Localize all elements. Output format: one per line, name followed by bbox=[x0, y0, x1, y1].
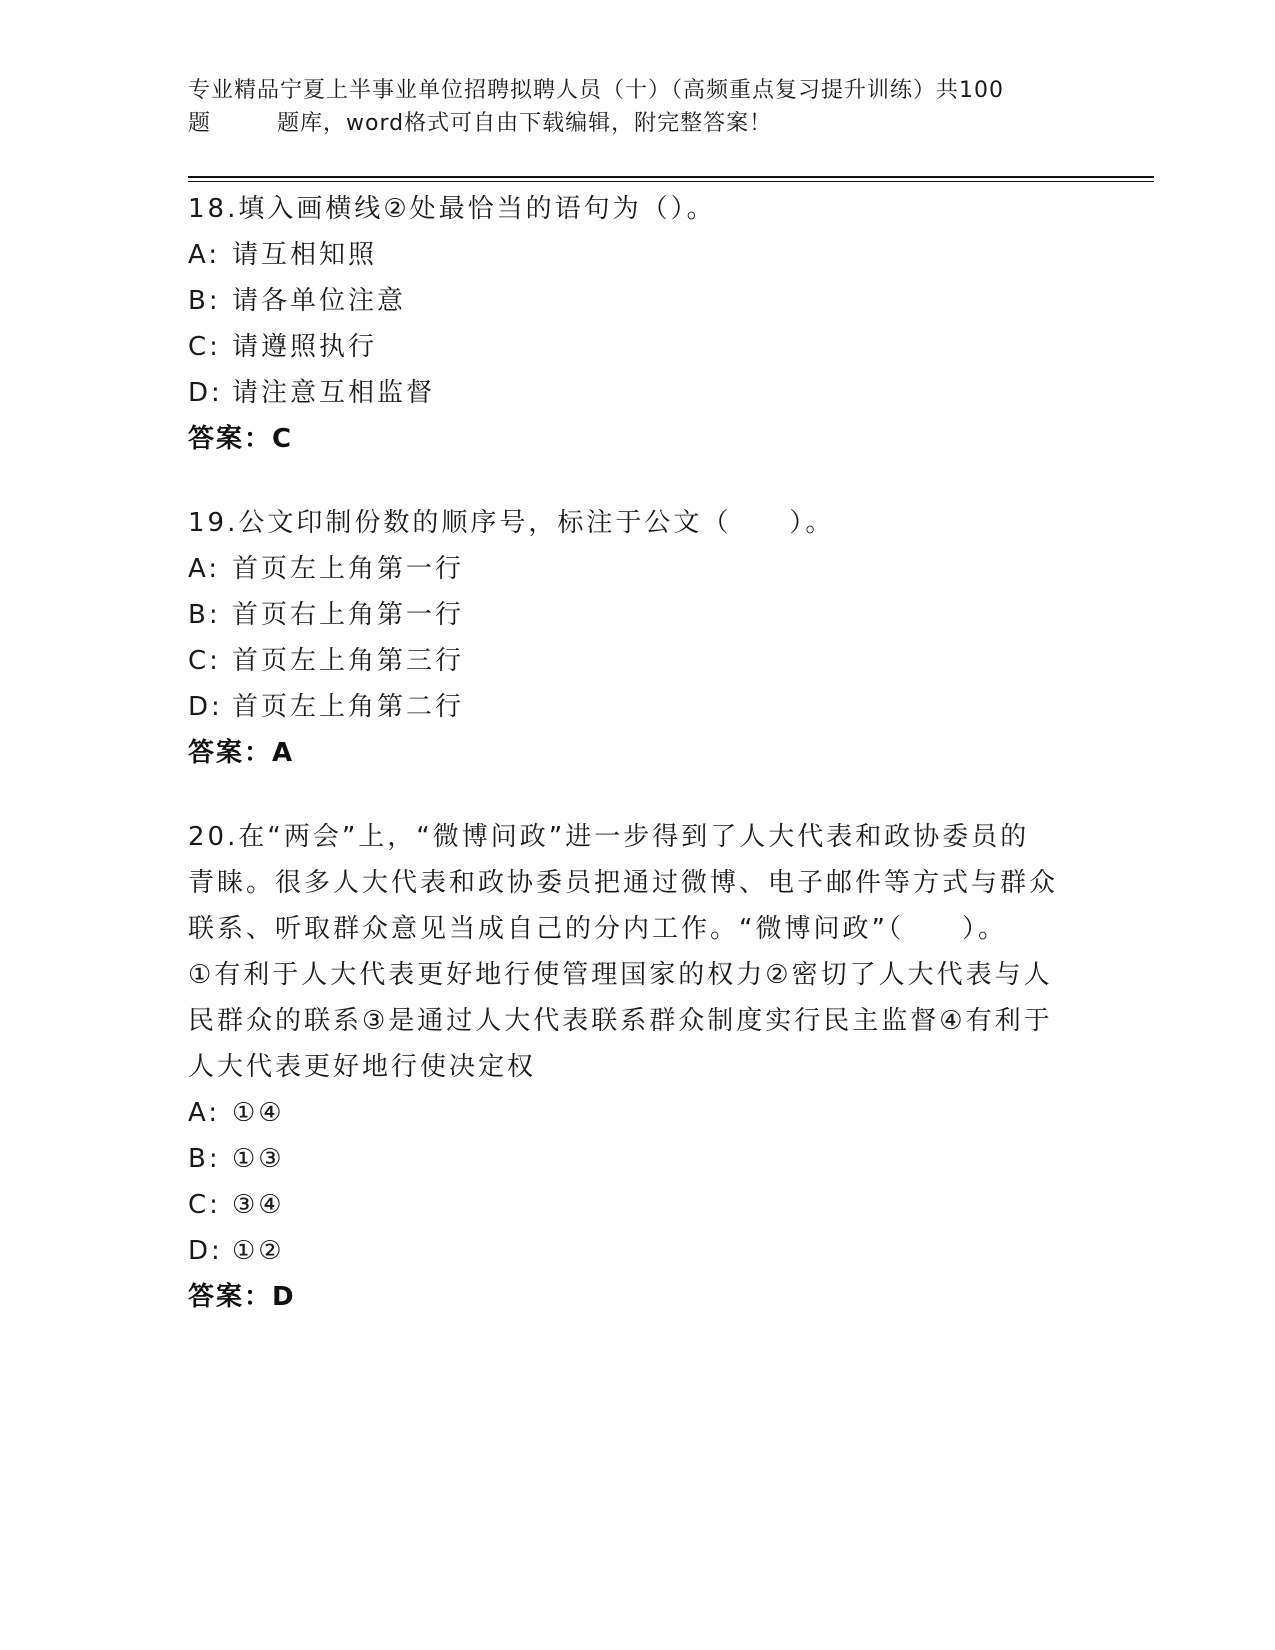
answer-line: 答案：D bbox=[188, 1282, 296, 1312]
option-b bbox=[188, 592, 1088, 638]
question-stem: 19.公文印制份数的顺序号，标注于公文（ ）。 bbox=[188, 508, 835, 538]
option-a bbox=[188, 1090, 1088, 1136]
option-c bbox=[188, 1182, 1088, 1228]
option-text: 首页左上角第三行 bbox=[232, 646, 465, 676]
document-header bbox=[188, 74, 1088, 140]
option-d bbox=[188, 1228, 1088, 1274]
question-20 bbox=[188, 814, 1088, 1320]
option-d bbox=[188, 684, 1088, 730]
option-text: 请注意互相监督 bbox=[232, 378, 436, 408]
option-text: 请互相知照 bbox=[232, 240, 378, 270]
option-text: ①② bbox=[232, 1236, 285, 1266]
header-line2-prefix: 题 bbox=[188, 111, 212, 136]
option-letter: B: bbox=[188, 286, 221, 316]
option-letter: D: bbox=[188, 1236, 223, 1266]
option-letter: C: bbox=[188, 1190, 221, 1220]
option-b bbox=[188, 1136, 1088, 1182]
answer-line: 答案：C bbox=[188, 424, 294, 454]
option-letter: C: bbox=[188, 646, 221, 676]
option-b bbox=[188, 278, 1088, 324]
option-text: ①④ bbox=[232, 1098, 285, 1128]
option-text: 首页左上角第一行 bbox=[232, 554, 465, 584]
option-a bbox=[188, 232, 1088, 278]
header-title-line1: 专业精品宁夏上半事业单位招聘拟聘人员（十）（高频重点复习提升训练）共100 bbox=[188, 78, 1004, 103]
question-19 bbox=[188, 500, 1088, 776]
header-title-line2 bbox=[188, 107, 1088, 140]
option-d bbox=[188, 370, 1088, 416]
option-c bbox=[188, 638, 1088, 684]
option-text: 请遵照执行 bbox=[232, 332, 378, 362]
option-text: 首页左上角第二行 bbox=[232, 692, 465, 722]
option-text: ③④ bbox=[232, 1190, 285, 1220]
question-stem: 18.填入画横线②处最恰当的语句为（）。 bbox=[188, 194, 716, 224]
option-letter: A: bbox=[188, 554, 221, 584]
option-letter: B: bbox=[188, 1144, 221, 1174]
option-a bbox=[188, 546, 1088, 592]
header-divider-thick bbox=[188, 176, 1154, 178]
question-stem-line: 青睐。很多人大代表和政协委员把通过微博、电子邮件等方式与群众 bbox=[188, 868, 1059, 898]
option-letter: A: bbox=[188, 1098, 221, 1128]
header-line2-rest: 题库，word格式可自由下载编辑，附完整答案！ bbox=[277, 111, 773, 136]
option-text: ①③ bbox=[232, 1144, 285, 1174]
question-stem-line: 20.在“两会”上，“微博问政”进一步得到了人大代表和政协委员的 bbox=[188, 822, 1030, 852]
question-stem-line: 人大代表更好地行使决定权 bbox=[188, 1052, 537, 1082]
option-text: 请各单位注意 bbox=[232, 286, 407, 316]
question-stem-line: ①有利于人大代表更好地行使管理国家的权力②密切了人大代表与人 bbox=[188, 960, 1053, 990]
option-letter: D: bbox=[188, 692, 223, 722]
header-divider-thin bbox=[188, 181, 1154, 182]
question-list bbox=[188, 186, 1088, 1358]
question-stem-line: 民群众的联系③是通过人大代表联系群众制度实行民主监督④有利于 bbox=[188, 1006, 1053, 1036]
question-18 bbox=[188, 186, 1088, 462]
option-c bbox=[188, 324, 1088, 370]
option-letter: C: bbox=[188, 332, 221, 362]
option-letter: D: bbox=[188, 378, 223, 408]
option-text: 首页右上角第一行 bbox=[232, 600, 465, 630]
option-letter: B: bbox=[188, 600, 221, 630]
option-letter: A: bbox=[188, 240, 221, 270]
question-stem-line: 联系、听取群众意见当成自己的分内工作。“微博问政”（ ）。 bbox=[188, 914, 1007, 944]
answer-line: 答案：A bbox=[188, 738, 295, 768]
